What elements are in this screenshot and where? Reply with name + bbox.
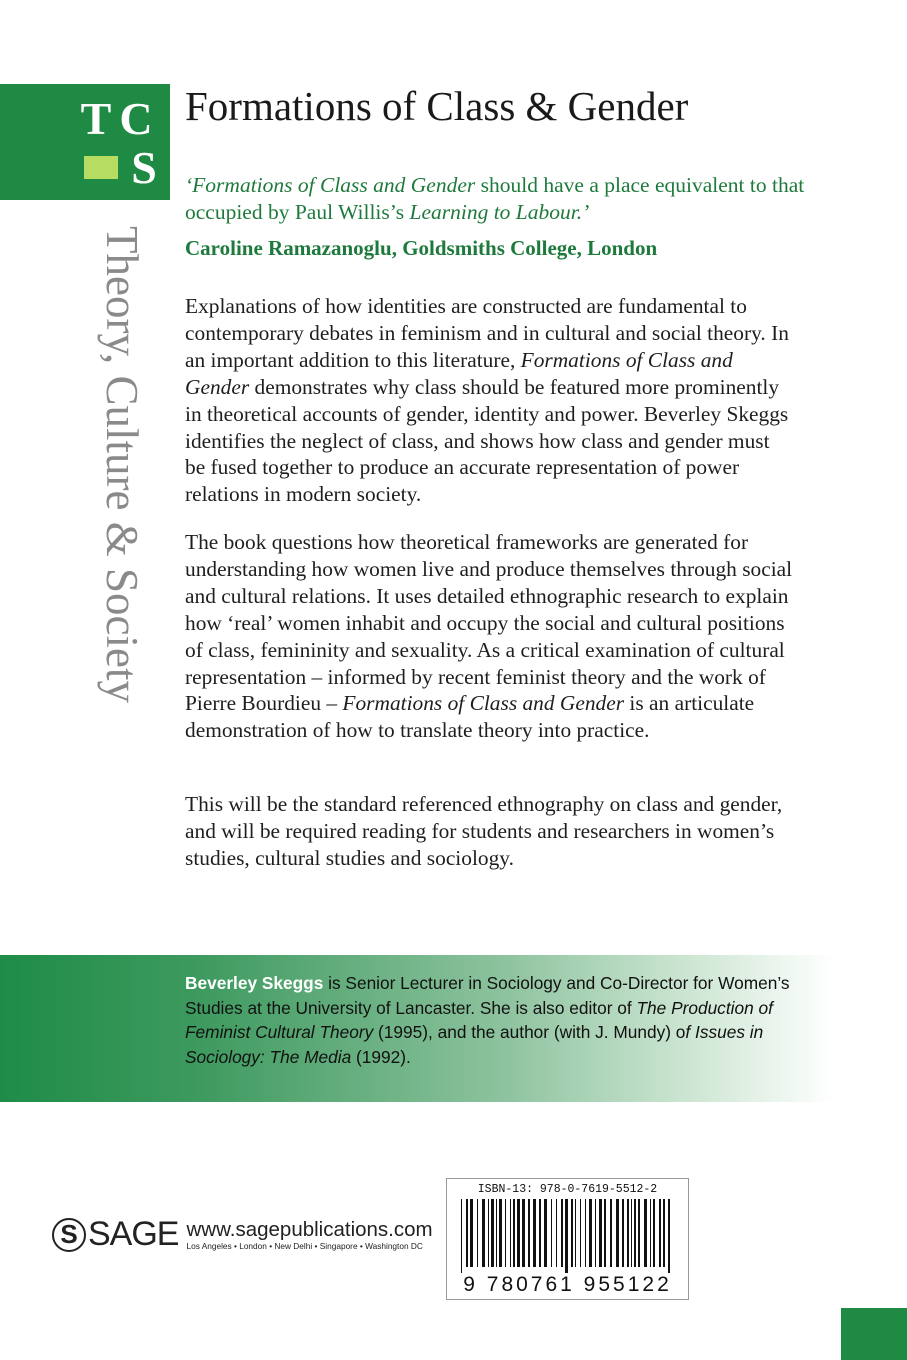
isbn-label: ISBN-13: 978-0-7619-5512-2 (477, 1183, 658, 1196)
barcode-bar (466, 1199, 468, 1267)
series-name: Theory, Culture & Society (97, 226, 147, 703)
barcode-bar (551, 1199, 552, 1267)
barcode-bar (634, 1199, 636, 1267)
barcode-bar (659, 1199, 661, 1267)
endorsement-attribution: Caroline Ramazanoglu, Goldsmiths College, London (185, 236, 658, 260)
barcode-bar (533, 1199, 536, 1267)
barcode-bar (575, 1199, 576, 1267)
barcode-bars (459, 1199, 676, 1273)
barcode-bar (561, 1199, 563, 1267)
barcode-bar (595, 1199, 596, 1267)
series-logo (0, 84, 170, 200)
barcode-bar (638, 1199, 640, 1267)
barcode-bar (461, 1199, 462, 1273)
logo-square-icon (84, 156, 118, 179)
barcode-bar (631, 1199, 632, 1267)
quote-title: Formations of Class and Gender (192, 173, 476, 197)
logo-letter-c: C (119, 92, 153, 144)
publisher-name: SAGE (88, 1215, 179, 1253)
barcode-bar (510, 1199, 511, 1267)
barcode-bar (470, 1199, 473, 1267)
quote-work: Learning to Labour (409, 200, 577, 224)
barcode-bar (653, 1199, 655, 1267)
barcode-bar (610, 1199, 612, 1267)
barcode-bar (513, 1199, 515, 1267)
barcode-bar (580, 1199, 581, 1267)
book-title: Formations of Class & Gender (185, 83, 689, 129)
logo-letter-s: S (131, 141, 157, 193)
endorsement-quote: ‘Formations of Class and Gender should have a place equivalent to that occupied by Paul Willis’s Learning to Labour.’ (185, 173, 805, 224)
barcode-bar (539, 1199, 541, 1267)
barcode-bar (585, 1199, 586, 1267)
barcode-bar (556, 1199, 557, 1267)
barcode-bar (477, 1199, 478, 1267)
barcode-bar (544, 1199, 547, 1267)
barcode-bar (496, 1199, 497, 1267)
description-paragraph-1: Explanations of how identities are constructed are fundamental to contemporary debates in feminism and in cultural and social theory. In an important addition to this literature, Formations of Class and Gender demonstrates why class should be featured more prominently in theoretical accounts of gender, identity and power. Beverley Skeggs identifies the neglect of class, and shows how class and gender must be fused together to produce an accurate representation of power relations in modern society. (185, 294, 789, 507)
sage-logo-icon: S (52, 1218, 86, 1252)
author-name: Beverley Skeggs (185, 973, 324, 993)
barcode-bar (571, 1199, 573, 1267)
series-logo-letters (76, 94, 161, 192)
barcode-bar (488, 1199, 489, 1267)
author-bio: Beverley Skeggs is Senior Lecturer in Sociology and Co-Director for Women’s Studies at the University of Lancaster. She is also editor of The Production of Feminist Cultural Theory (1995), and the author (with J. Mundy) of Issues in Sociology: The Media (1992). (185, 973, 790, 1067)
corner-accent (841, 1308, 907, 1360)
barcode-bar (528, 1199, 530, 1267)
barcode-bar (499, 1199, 502, 1267)
barcode-bar (589, 1199, 592, 1267)
publisher-url[interactable]: www.sagepublications.com (186, 1217, 433, 1241)
barcode-bar (505, 1199, 506, 1267)
barcode-bar (491, 1199, 494, 1267)
barcode-bar (604, 1199, 606, 1267)
publisher-block (52, 1215, 433, 1254)
barcode-bar (644, 1199, 647, 1267)
barcode-bar (482, 1199, 485, 1267)
barcode-bar (616, 1199, 619, 1267)
barcode-bar (599, 1199, 602, 1267)
barcode-bar (650, 1199, 651, 1267)
barcode-bar (517, 1199, 520, 1267)
barcode-bar (622, 1199, 624, 1267)
logo-letter-t: T (80, 92, 112, 144)
barcode-bar (627, 1199, 629, 1267)
isbn-barcode (446, 1178, 689, 1300)
barcode-number: 9 780761 955122 (463, 1273, 672, 1296)
barcode-bar (522, 1199, 525, 1267)
barcode-bar (668, 1199, 670, 1273)
barcode-bar (565, 1199, 568, 1273)
description-paragraph-3: This will be the standard referenced ethnography on class and gender, and will be required reading for students and researchers in women’s studies, cultural studies and sociology. (185, 792, 783, 870)
publisher-cities: Los Angeles • London • New Delhi • Singapore • Washington DC (186, 1240, 423, 1251)
barcode-bar (663, 1199, 665, 1267)
description-paragraph-2: The book questions how theoretical frameworks are generated for understanding how women live and produce themselves through social and cultural relations. It uses detailed ethnographic research to explain how ‘real’ women inhabit and occupy the social and cultural positions of class, femininity and sexuality. As a critical examination of cultural representation – informed by recent feminist theory and the work of Pierre Bourdieu – Formations of Class and Gender is an articulate demonstration of how to translate theory into practice. (185, 530, 793, 743)
